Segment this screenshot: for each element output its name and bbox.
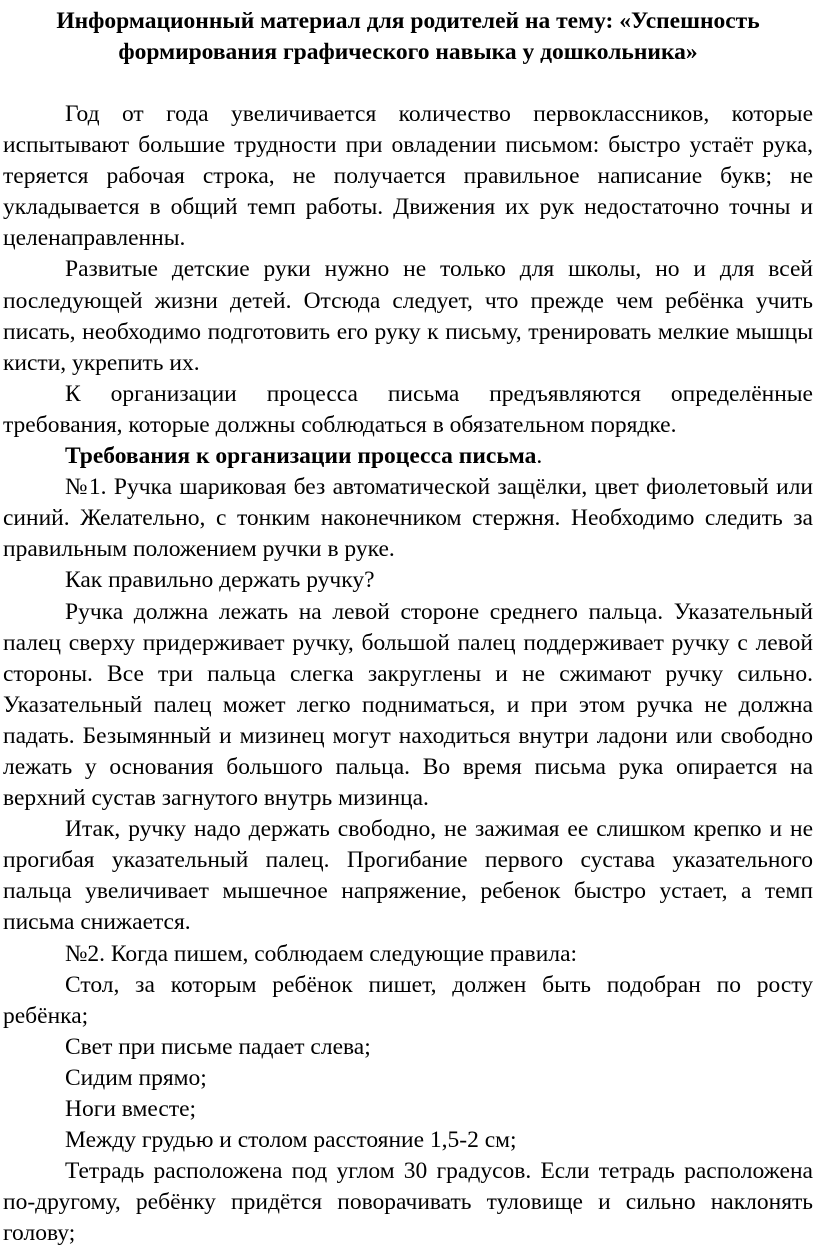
list-item-table: Стол, за которым ребёнок пишет, должен быть подобран по росту ребёнка; — [3, 971, 813, 1029]
document-title — [3, 6, 813, 68]
paragraph-requirements-intro: К организации процесса письма предъявляются определённые требования, которые должны соблюдаться в обязательном порядке. — [3, 380, 813, 438]
list-item-sit: Сидим прямо; — [65, 1064, 207, 1091]
paragraph-pen-grip: Ручка должна лежать на левой стороне среднего пальца. Указательный палец сверху придерживает ручку, большой палец поддерживает ручку с левой стороны. Все три пальца слегка закруглены и не сжимают ручку сильно. Указательный палец может легко подниматься, и при этом ручка не должна падать. Безымянный и мизинец могут находиться внутри ладони или свободно лежать у основания большого пальца. Во время письма рука опирается на верхний сустав загнутого внутрь мизинца. — [3, 598, 813, 812]
paragraph-rule-2: №2. Когда пишем, соблюдаем следующие правила: — [65, 940, 578, 967]
list-item-notebook: Тетрадь расположена под углом 30 градусов. Если тетрадь расположена по-другому, ребёнку придётся поворачивать туловище и сильно наклонять голову; — [3, 1158, 813, 1247]
requirements-heading-period: . — [536, 443, 543, 470]
paragraph-summary: Итак, ручку надо держать свободно, не зажимая ее слишком крепко и не прогибая указательный палец. Прогибание первого сустава указательного пальца увеличивает мышечное напряжение, ребенок быстро устает, а темп письма снижается. — [3, 816, 813, 936]
paragraph-question: Как правильно держать ручку? — [65, 567, 375, 594]
paragraph-intro: Год от года увеличивается количество первоклассников, которые испытывают большие трудности при овладении письмом: быстро устаёт рука, теряется рабочая строка, не получается правильное написание букв; не укладывается в общий темп работы. Движения их рук недостаточно точны и целенаправленны. — [3, 101, 813, 252]
requirements-heading-paragraph — [3, 441, 813, 472]
paragraph-hands: Развитые детские руки нужно не только для школы, но и для всей последующей жизни детей. Отсюда следует, что прежде чем ребёнка учить писать, необходимо подготовить его руку к письму, тренировать мелкие мышцы кисти, укрепить их. — [3, 256, 813, 376]
list-item-distance: Между грудью и столом расстояние 1,5-2 см; — [65, 1127, 517, 1154]
requirements-heading: Требования к организации процесса письма — [65, 443, 537, 470]
list-item-light: Свет при письме падает слева; — [65, 1033, 371, 1060]
list-item-legs: Ноги вместе; — [65, 1096, 197, 1122]
title-line-2: формирования графического навыка у дошкольника» — [118, 39, 698, 65]
paragraph-rule-1: №1. Ручка шариковая без автоматической защёлки, цвет фиолетовый или синий. Желательно, с тонким наконечником стержня. Необходимо следить за правильным положением ручки в руке. — [3, 474, 813, 563]
title-line-1: Информационный материал для родителей на тему: «Успешность — [56, 8, 760, 34]
